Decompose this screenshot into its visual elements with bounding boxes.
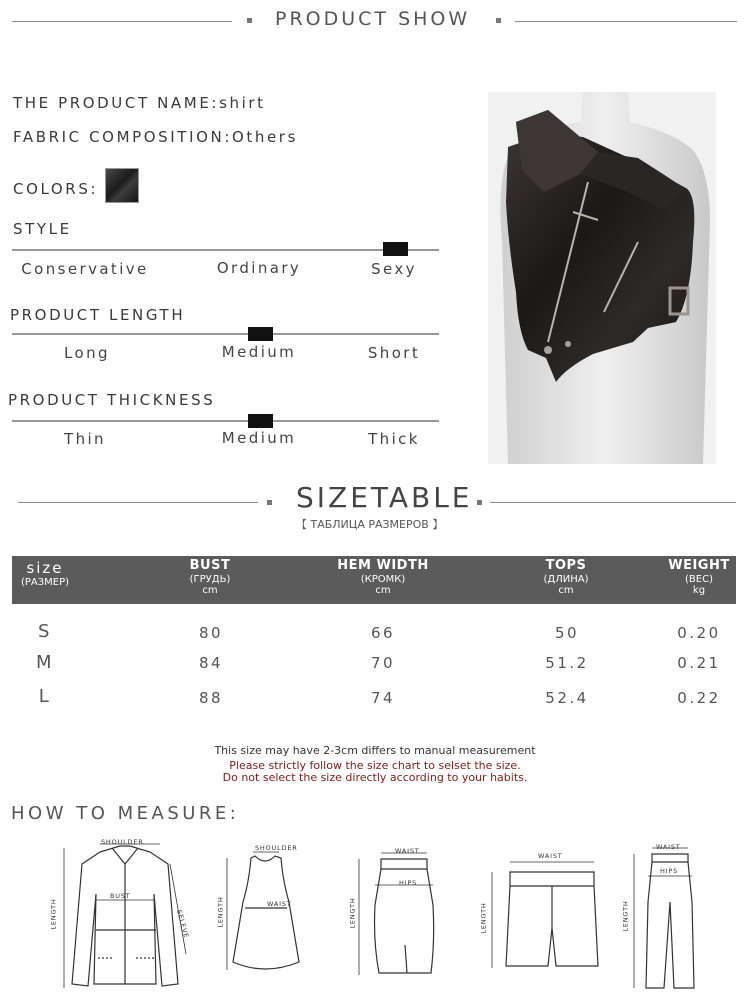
length-option-long: Long (64, 344, 110, 362)
style-scale-line (12, 249, 439, 251)
shorts-length-label: LENGTH (479, 902, 488, 934)
length-title: PRODUCT LENGTH (10, 306, 186, 324)
col-size-main: size (26, 559, 64, 577)
page-title: PRODUCT SHOW (275, 8, 471, 30)
cell-weight: 0.21 (677, 654, 721, 672)
col-weight-sub: (ВЕС) (685, 573, 713, 585)
style-option-conservative: Conservative (21, 260, 149, 278)
how-to-measure-title: HOW TO MEASURE: (11, 803, 240, 824)
style-selected-marker (383, 242, 408, 256)
col-tops-header (516, 559, 616, 597)
skirt-sketch-icon (345, 845, 445, 995)
product-name-value: shirt (219, 94, 266, 112)
cell-size: L (38, 686, 52, 707)
header-right-dot (496, 18, 501, 23)
col-hem-unit: cm (375, 585, 391, 597)
cell-weight: 0.22 (677, 689, 721, 707)
pants-length-label: LENGTH (621, 900, 630, 932)
style-option-sexy: Sexy (371, 260, 417, 278)
jacket-sleeve-label: SELEVE (175, 908, 191, 940)
pants-sketch-icon (622, 842, 712, 992)
col-weight-unit: kg (692, 585, 706, 597)
col-weight-header (664, 559, 734, 597)
color-swatch-black[interactable] (105, 168, 139, 203)
col-bust-unit: cm (202, 585, 218, 597)
jacket-length-label: LENGTH (49, 898, 58, 930)
col-size-header (12, 560, 78, 589)
measure-figure-skirt (345, 845, 445, 995)
col-hem-header (323, 559, 443, 597)
note-follow-chart: Please strictly follow the size chart to selset the size. (229, 759, 521, 772)
col-hem-main: HEM WIDTH (337, 558, 429, 573)
skirt-hips-label: HIPS (399, 879, 418, 887)
dress-sketch-icon (215, 842, 315, 992)
sizetable-title: SIZETABLE (296, 481, 473, 514)
measure-figure-pants (622, 842, 712, 992)
sizetable-left-dot (267, 500, 272, 505)
col-hem-sub: (КРОМК) (360, 573, 406, 585)
cell-bust: 88 (198, 689, 224, 707)
product-name-label: THE PRODUCT NAME: (13, 94, 220, 112)
col-tops-main: TOPS (545, 558, 587, 573)
sizetable-left-line (18, 502, 258, 503)
note-measurement: This size may have 2-3cm differs to manual measurement (214, 744, 536, 757)
measure-figure-dress (215, 842, 315, 992)
measure-figure-shorts (478, 848, 618, 978)
thickness-scale-line (12, 420, 439, 422)
thickness-option-thin: Thin (64, 430, 106, 448)
dress-length-label: LENGTH (216, 896, 225, 928)
cell-bust: 84 (198, 654, 224, 672)
pants-hips-label: HIPS (660, 867, 679, 875)
shorts-sketch-icon (478, 848, 618, 978)
mannequin-vest-illustration (488, 92, 716, 464)
shorts-waist-label: WAIST (538, 852, 563, 860)
cell-tops: 52.4 (545, 689, 589, 707)
colors-label: COLORS: (13, 180, 99, 198)
product-name-row (13, 94, 266, 112)
col-weight-main: WEIGHT (668, 558, 730, 573)
fabric-value: Others (231, 128, 298, 146)
skirt-length-label: LENGTH (348, 897, 357, 929)
cell-hem: 70 (370, 654, 396, 672)
cell-hem: 66 (370, 624, 396, 642)
thickness-option-thick: Thick (368, 430, 420, 448)
note-do-not-select: Do not select the size directly according to your habits. (222, 771, 528, 784)
cell-bust: 80 (198, 624, 224, 642)
col-bust-main: BUST (189, 558, 231, 573)
jacket-bust-label: BUST (110, 892, 131, 900)
sizetable-right-dot (477, 500, 482, 505)
cell-tops: 50 (554, 624, 580, 642)
header-right-line (515, 21, 737, 22)
dress-waist-label: WAIST (267, 900, 292, 908)
length-option-medium: Medium (221, 343, 297, 361)
sizetable-right-line (490, 502, 736, 503)
header-left-line (12, 21, 232, 22)
product-photo (488, 92, 716, 464)
col-bust-sub: (ГРУДЬ) (189, 573, 231, 585)
sizetable-subtitle: 【 ТАБЛИЦА РАЗМЕРОВ 】 (296, 518, 444, 531)
length-scale-line (12, 333, 439, 335)
cell-size: M (35, 652, 55, 673)
col-tops-unit: cm (558, 585, 574, 597)
length-selected-marker (248, 327, 273, 341)
pants-waist-label: WAIST (656, 843, 681, 851)
style-title: STYLE (13, 220, 72, 238)
dress-shoulder-label: SHOULDER (255, 844, 298, 852)
col-tops-sub: (ДЛИНА) (543, 573, 589, 585)
col-size-sub: (РАЗМЕР) (20, 577, 70, 589)
jacket-shoulder-label: SHOULDER (101, 838, 144, 846)
header-left-dot (247, 18, 252, 23)
col-bust-header (160, 559, 260, 597)
skirt-waist-label: WAIST (395, 847, 420, 855)
thickness-title: PRODUCT THICKNESS (8, 391, 216, 409)
cell-tops: 51.2 (545, 654, 589, 672)
cell-weight: 0.20 (677, 624, 721, 642)
thickness-option-medium: Medium (221, 429, 297, 447)
measure-figure-jacket (50, 834, 200, 994)
thickness-selected-marker (248, 414, 273, 428)
style-option-ordinary: Ordinary (216, 259, 302, 277)
fabric-label: FABRIC COMPOSITION: (13, 128, 232, 146)
cell-size: S (38, 621, 52, 642)
fabric-row (13, 128, 298, 146)
cell-hem: 74 (370, 689, 396, 707)
length-option-short: Short (367, 344, 421, 362)
